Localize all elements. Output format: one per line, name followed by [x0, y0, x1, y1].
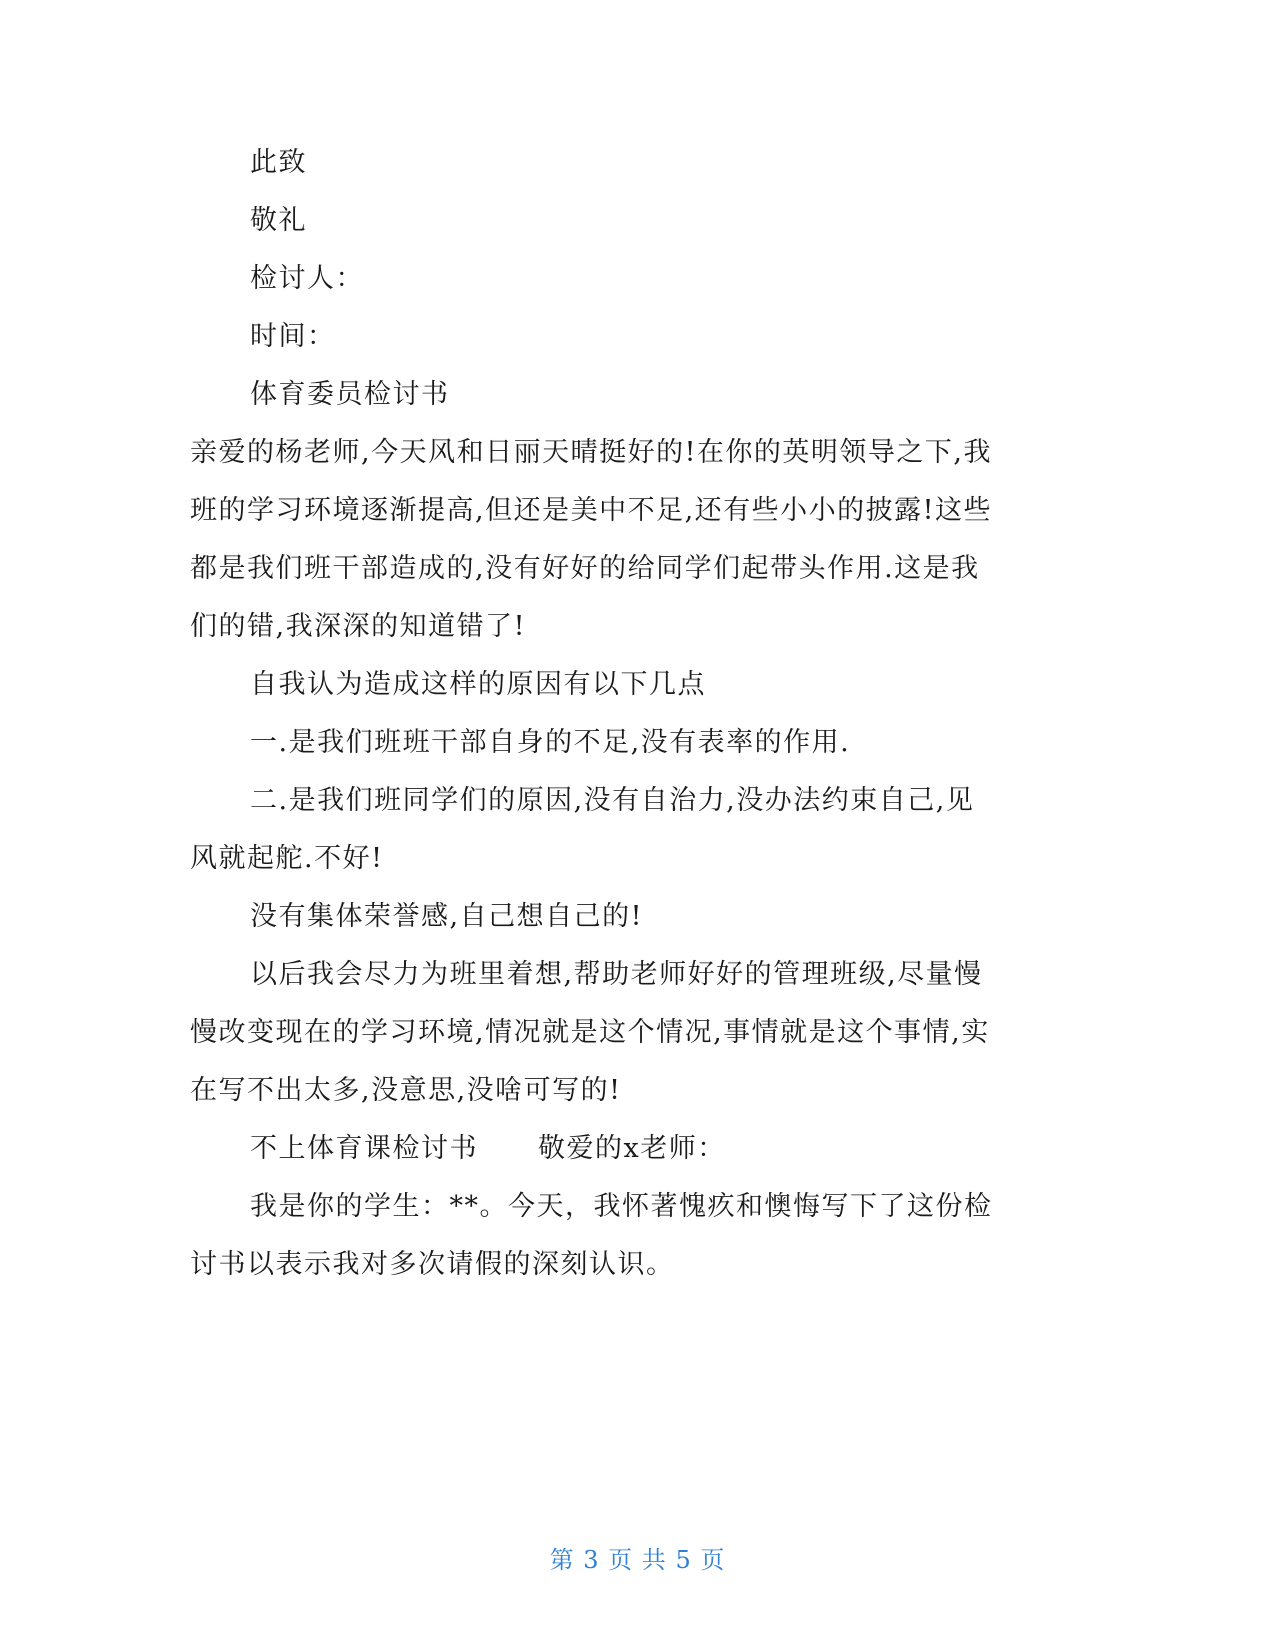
paragraph-line: 班的学习环境逐渐提高,但还是美中不足,还有些小小的披露!这些	[190, 495, 993, 526]
date-label: 时间：	[250, 321, 336, 352]
paragraph-line: 们的错,我深深的知道错了!	[190, 611, 526, 642]
paragraph-line: 都是我们班干部造成的,没有好好的给同学们起带头作用.这是我	[190, 553, 980, 584]
list-item-1: 一.是我们班班干部自身的不足,没有表率的作用.	[250, 727, 851, 758]
paragraph-line: 风就起舵.不好!	[190, 843, 384, 874]
paragraph-line: 讨书以表示我对多次请假的深刻认识。	[190, 1249, 675, 1280]
list-item-2: 二.是我们班同学们的原因,没有自治力,没办法约束自己,见	[250, 785, 975, 816]
section-title-sports-committee: 体育委员检讨书	[250, 379, 450, 410]
signer-label: 检讨人：	[250, 263, 364, 294]
section-title-line	[250, 1132, 726, 1166]
paragraph-line: 我是你的学生：**。今天，我怀著愧疚和懊悔写下了这份检	[250, 1191, 993, 1222]
paragraph-line: 在写不出太多,没意思,没啥可写的!	[190, 1075, 622, 1106]
letter-salutation: 敬爱的x老师：	[538, 1133, 726, 1164]
closing-salutation: 此致	[250, 147, 307, 178]
section-title-skip-pe: 不上体育课检讨书	[250, 1133, 478, 1164]
paragraph-line: 亲爱的杨老师,今天风和日丽天晴挺好的!在你的英明领导之下,我	[190, 437, 993, 468]
paragraph-line: 以后我会尽力为班里着想,帮助老师好好的管理班级,尽量慢	[250, 959, 983, 990]
paragraph-line: 没有集体荣誉感,自己想自己的!	[250, 901, 643, 932]
paragraph-line: 慢改变现在的学习环境,情况就是这个情况,事情就是这个事情,实	[190, 1017, 990, 1048]
closing-respect: 敬礼	[250, 205, 307, 236]
paragraph-line: 自我认为造成这样的原因有以下几点	[250, 669, 706, 700]
page-number-footer: 第 3 页 共 5 页	[549, 1546, 726, 1574]
